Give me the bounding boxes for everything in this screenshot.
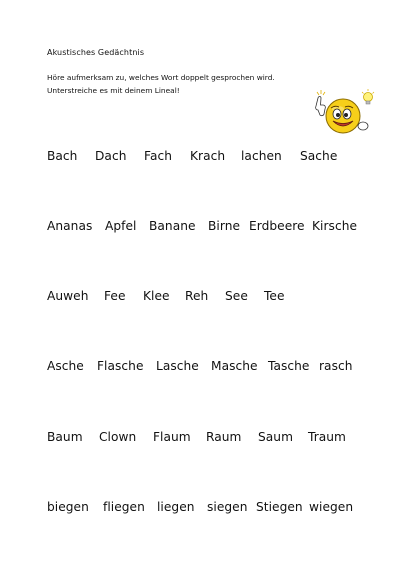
instruction-line-2: Unterstreiche es mit deinem Lineal! (47, 85, 180, 95)
instruction-line-1: Höre aufmerksam zu, welches Wort doppelt gesprochen wird. (47, 73, 275, 82)
word: Asche (47, 359, 84, 373)
word: Flasche (97, 359, 144, 373)
worksheet-title: Akustisches Gedächtnis (47, 48, 145, 57)
word: Kirsche (312, 219, 358, 233)
word: Flaum (153, 430, 191, 444)
word: Auweh (47, 289, 89, 303)
lightbulb-smiley-icon (312, 88, 376, 140)
word: Klee (143, 289, 170, 303)
word: siegen (207, 500, 248, 514)
word: Clown (99, 430, 137, 444)
word: Traum (308, 430, 346, 444)
lightbulb-icon (362, 89, 374, 104)
word: See (225, 289, 248, 303)
word: Masche (211, 359, 258, 373)
word: Birne (208, 219, 241, 233)
word: Stiegen (256, 500, 303, 514)
word: fliegen (103, 500, 145, 514)
word-row-6 (0, 500, 400, 518)
word: liegen (157, 500, 195, 514)
word: rasch (319, 359, 353, 373)
word: Bach (47, 149, 78, 163)
word: Dach (95, 149, 127, 163)
word-row-5 (0, 430, 400, 448)
word: Tee (264, 289, 285, 303)
word-row-1 (0, 149, 400, 167)
word: wiegen (309, 500, 354, 514)
word-row-4 (0, 359, 400, 377)
word-row-2 (0, 219, 400, 237)
word-row-3 (0, 289, 400, 307)
word: Fach (144, 149, 172, 163)
word: Apfel (105, 219, 137, 233)
pointing-hand-icon (316, 90, 326, 116)
word: Sache (300, 149, 338, 163)
word: Fee (104, 289, 126, 303)
word: Baum (47, 430, 83, 444)
word: Reh (185, 289, 209, 303)
word: lachen (241, 149, 282, 163)
word: Tasche (268, 359, 310, 373)
word: Lasche (156, 359, 199, 373)
word: Ananas (47, 219, 93, 233)
word: Krach (190, 149, 226, 163)
word: biegen (47, 500, 89, 514)
word: Raum (206, 430, 242, 444)
word: Erdbeere (249, 219, 305, 233)
word: Saum (258, 430, 294, 444)
instructions (47, 72, 327, 97)
word: Banane (149, 219, 196, 233)
